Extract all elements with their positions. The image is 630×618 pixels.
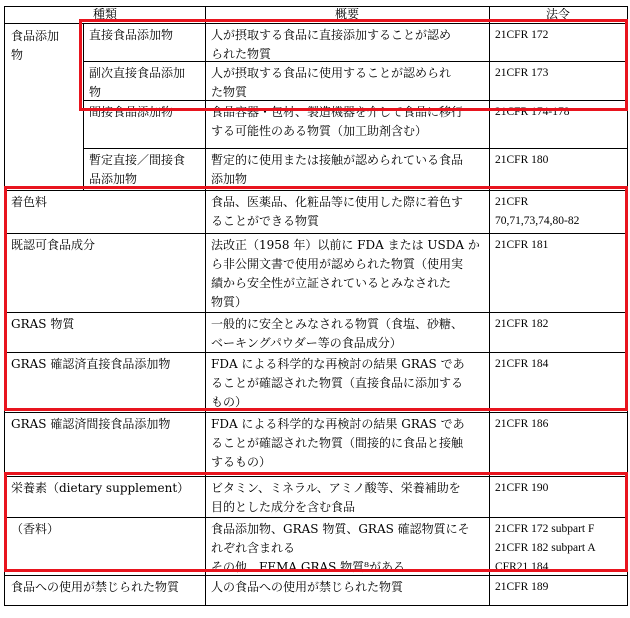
law-cell: 21CFR 172 subpart F 21CFR 182 subpart A CFR21 184 — [495, 523, 596, 573]
food-substance-table — [4, 6, 628, 606]
law-cell: 21CFR 184 — [495, 358, 549, 370]
law-cell: 21CFR 180 — [495, 154, 549, 166]
type-cell: 直接食品添加物 — [89, 28, 174, 42]
header-summary: 概要 — [334, 8, 359, 21]
type-cell: 栄養素（dietary supplement） — [11, 481, 190, 495]
type-cell: GRAS 確認済直接食品添加物 — [11, 357, 171, 371]
type-cell: （香料） — [11, 522, 60, 536]
law-cell: 21CFR 70,71,73,74,80-82 — [495, 196, 580, 227]
law-cell: 21CFR 189 — [495, 581, 549, 593]
summary-cell: 人が摂取する食品に使用することが認められ た物質 — [211, 66, 452, 99]
summary-cell: ビタミン、ミネラル、アミノ酸等、栄養補助を 目的とした成分を含む食品 — [211, 481, 461, 514]
law-cell: 21CFR 190 — [495, 482, 549, 494]
summary-cell: 暫定的に使用または接触が認められている食品 添加物 — [211, 153, 464, 186]
law-cell: 21CFR 182 — [495, 318, 549, 330]
summary-cell: 食品添加物、GRAS 物質、GRAS 確認物質にそ れぞれ含まれる その他、FEMA GRAS 物質⁸がある — [211, 522, 470, 574]
summary-cell: FDA による科学的な再検討の結果 GRAS であ ることが確認された物質（直接食品に添加する もの） — [211, 357, 465, 409]
type-cell: 副次直接食品添加 物 — [89, 66, 186, 99]
type-cell: 間接食品添加物 — [89, 105, 174, 119]
summary-cell: FDA による科学的な再検討の結果 GRAS であ ることが確認された物質（間接的に食品と接触 するもの） — [211, 417, 465, 469]
header-type: 種類 — [92, 8, 117, 21]
summary-cell: 食品容器・包材、製造機器を介して食品に移行 する可能性のある物質（加工助剤含む） — [211, 105, 464, 138]
law-cell: 21CFR 172 — [495, 29, 549, 41]
law-cell: 21CFR 174-178 — [495, 106, 570, 118]
summary-cell: 法改正（1958 年）以前に FDA または USDA か ら非公開文書で使用が認められた物質（使用実 績から安全性が立証されているとみなされた 物質） — [211, 238, 480, 309]
header-law: 法令 — [545, 8, 570, 21]
summary-cell: 食品、医薬品、化粧品等に使用した際に着色す ることができる物質 — [211, 195, 464, 228]
type-cell: 着色料 — [11, 195, 48, 209]
type-cell: 食品への使用が禁じられた物質 — [11, 580, 180, 594]
type-cell: GRAS 確認済間接食品添加物 — [11, 417, 171, 431]
type-cell: 暫定直接／間接食 品添加物 — [89, 153, 186, 186]
law-cell: 21CFR 173 — [495, 67, 549, 79]
summary-cell: 人の食品への使用が禁じられた物質 — [211, 580, 404, 594]
law-cell: 21CFR 181 — [495, 239, 549, 251]
summary-cell: 人が摂取する食品に直接添加することが認め られた物質 — [211, 28, 452, 61]
type-cell: 既認可食品成分 — [11, 238, 96, 252]
summary-cell: 一般的に安全とみなされる物質（食塩、砂糖、 ベーキングパウダー等の食品成分） — [211, 317, 464, 350]
category-food-additive: 食品添加 物 — [11, 29, 60, 62]
type-cell: GRAS 物質 — [11, 317, 75, 331]
law-cell: 21CFR 186 — [495, 418, 549, 430]
